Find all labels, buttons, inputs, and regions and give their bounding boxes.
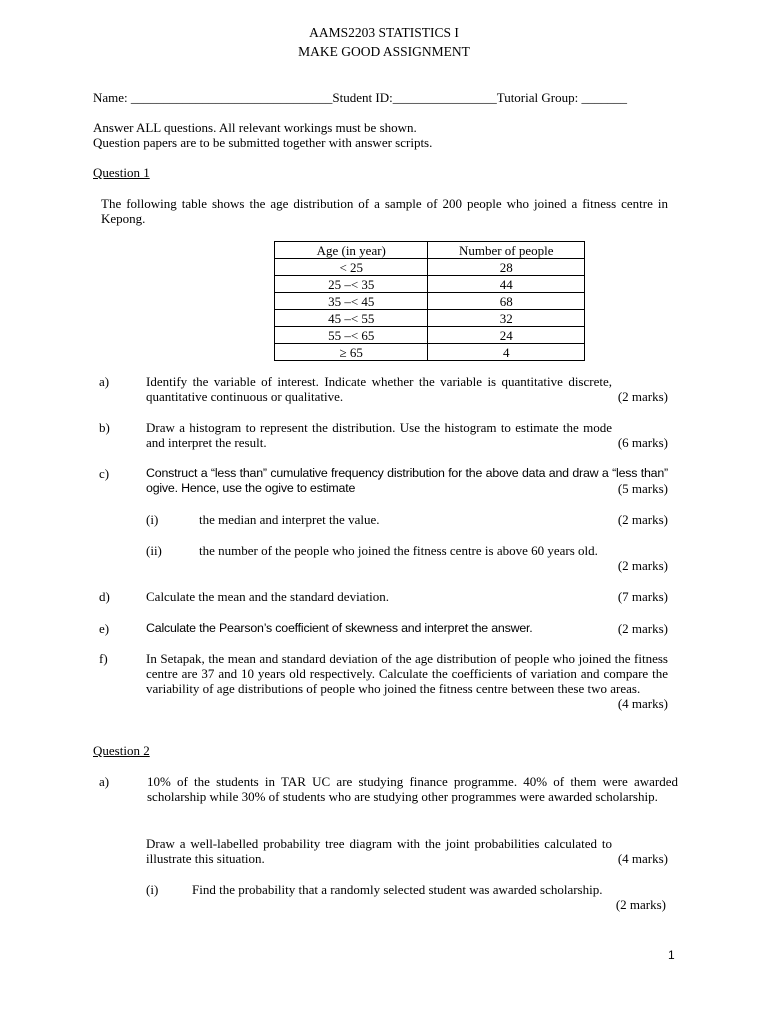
question-1-intro: The following table shows the age distribution of a sample of 200 people who joined a fitness centre in Kepong.	[101, 196, 668, 226]
question-1-heading: Question 1	[93, 165, 150, 180]
table-cell: 25 –< 35	[275, 276, 428, 293]
age-distribution-table	[274, 241, 585, 361]
q1a-marks: (2 marks)	[617, 389, 668, 404]
table-cell: 32	[428, 310, 585, 327]
q1e-text: Calculate the Pearson’s coefficient of skewness and interpret the answer.	[146, 621, 533, 635]
q1a-text: Identify the variable of interest. Indicate whether the variable is quantitative discrete, quantitative continuous or qualitative.	[146, 374, 612, 404]
table-cell: 28	[428, 259, 585, 276]
q1c-label: c)	[99, 466, 110, 481]
q1f-marks: (4 marks)	[617, 696, 668, 711]
table-cell: 45 –< 55	[275, 310, 428, 327]
q1c-ii-label: (ii)	[146, 543, 162, 558]
table-cell: < 25	[275, 259, 428, 276]
q1b-marks: (6 marks)	[617, 435, 668, 450]
student-fields-line: Name: _______________________________Student ID:________________Tutorial Group: _______	[93, 90, 627, 105]
table-row	[275, 259, 585, 276]
q1c-i-text: the median and interpret the value.	[199, 512, 380, 527]
q2a-text: 10% of the students in TAR UC are studying finance programme. 40% of them were awarded scholarship while 30% of students who are studying other programmes were awarded scholarship.	[147, 774, 678, 804]
q2a-marks: (4 marks)	[617, 851, 668, 866]
q2a-text-2: Draw a well-labelled probability tree diagram with the joint probabilities calculated to illustrate this situation.	[146, 836, 612, 866]
table-cell: 44	[428, 276, 585, 293]
q1f-label: f)	[99, 651, 108, 666]
table-cell: 55 –< 65	[275, 327, 428, 344]
q1d-label: d)	[99, 589, 110, 604]
q1d-text: Calculate the mean and the standard deviation.	[146, 589, 389, 604]
page-number: 1	[668, 948, 675, 962]
table-cell: ≥ 65	[275, 344, 428, 361]
q1c-ii-marks: (2 marks)	[617, 558, 668, 573]
table-cell: 68	[428, 293, 585, 310]
q1b-text: Draw a histogram to represent the distribution. Use the histogram to estimate the mode and interpret the result.	[146, 420, 612, 450]
table-cell: 24	[428, 327, 585, 344]
table-header-row	[275, 242, 585, 259]
instruction-2: Question papers are to be submitted together with answer scripts.	[93, 135, 433, 150]
q1c-ii-text: the number of the people who joined the fitness centre is above 60 years old.	[199, 543, 598, 558]
q1c-marks: (5 marks)	[617, 481, 668, 496]
table-header: Age (in year)	[275, 242, 428, 259]
course-title: AAMS2203 STATISTICS I	[309, 25, 459, 40]
q2a-i-label: (i)	[146, 882, 159, 897]
q1e-marks: (2 marks)	[617, 621, 668, 636]
q1c-i-label: (i)	[146, 512, 159, 527]
table-row	[275, 344, 585, 361]
table-row	[275, 293, 585, 310]
q2a-i-text: Find the probability that a randomly selected student was awarded scholarship.	[192, 882, 603, 897]
q2a-label: a)	[99, 774, 110, 789]
table-cell: 35 –< 45	[275, 293, 428, 310]
q1a-label: a)	[99, 374, 110, 389]
table-row	[275, 310, 585, 327]
q1c-text: Construct a “less than” cumulative frequency distribution for the above data and draw a “less than” ogive. Hence, use the ogive to estimate	[146, 466, 668, 495]
q1e-label: e)	[99, 621, 110, 636]
q1f-text: In Setapak, the mean and standard deviation of the age distribution of people who joined the fitness centre are 37 and 10 years old respectively. Calculate the coefficients of variation and compare the variability of age distributions of people who joined the fitness centre between these two areas.	[146, 651, 668, 696]
question-2-heading: Question 2	[93, 743, 150, 758]
q1c-i-marks: (2 marks)	[617, 512, 668, 527]
table-header: Number of people	[428, 242, 585, 259]
q2a-i-marks: (2 marks)	[615, 897, 666, 912]
instruction-1: Answer ALL questions. All relevant workings must be shown.	[93, 120, 417, 135]
q1d-marks: (7 marks)	[617, 589, 668, 604]
table-row	[275, 276, 585, 293]
table-cell: 4	[428, 344, 585, 361]
table-row	[275, 327, 585, 344]
q1b-label: b)	[99, 420, 110, 435]
assignment-title: MAKE GOOD ASSIGNMENT	[298, 44, 470, 59]
